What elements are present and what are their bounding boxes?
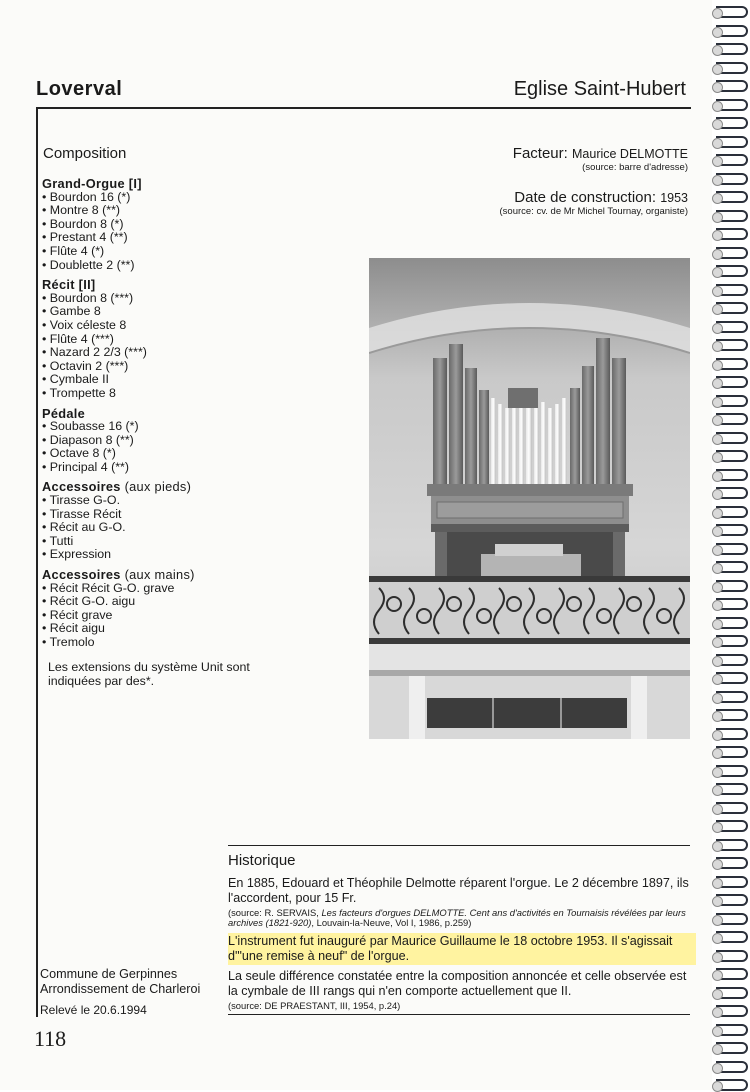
- section-heading: Récit [II]: [42, 277, 96, 293]
- binding-hole: [712, 637, 723, 648]
- header-rule: [36, 107, 691, 109]
- binding-hole: [712, 711, 723, 722]
- date-source: (source: cv. de Mr Michel Tournay, organiste): [499, 206, 688, 217]
- binding-hole: [712, 619, 723, 630]
- historique-title: Historique: [228, 852, 296, 869]
- date-block: [500, 189, 689, 217]
- historique-text: [228, 876, 696, 1011]
- binding-hole: [712, 674, 723, 685]
- binding-hole: [712, 600, 723, 611]
- binding-hole: [712, 508, 723, 519]
- church-title: Eglise Saint-Hubert: [513, 78, 686, 100]
- binding-hole: [712, 193, 723, 204]
- section-heading: Grand-Orgue [I]: [42, 176, 142, 191]
- stop-item: • Bourdon 16 (*): [42, 191, 352, 205]
- binding-hole: [712, 64, 723, 75]
- binding-hole: [712, 748, 723, 759]
- stop-item: • Récit Récit G-O. grave: [42, 582, 352, 596]
- binding-hole: [712, 101, 723, 112]
- binding-hole: [712, 1007, 723, 1018]
- binding-hole: [712, 526, 723, 537]
- date-value: 1953: [660, 191, 688, 205]
- binding-hole: [712, 397, 723, 408]
- binding-hole: [712, 267, 723, 278]
- binding-hole: [712, 286, 723, 297]
- binding-hole: [712, 878, 723, 889]
- binding-hole: [712, 656, 723, 667]
- bottom-rule: [228, 1014, 690, 1015]
- stop-item: • Soubasse 16 (*): [42, 420, 352, 434]
- binding-hole: [712, 119, 723, 130]
- stop-item: • Bourdon 8 (***): [42, 292, 352, 306]
- historique-paragraph-1: En 1885, Edouard et Théophile Delmotte réparent l'orgue. Le 2 décembre 1897, ils l'accordent, pour 15 Fr.: [228, 876, 689, 905]
- binding-hole: [712, 563, 723, 574]
- binding-hole: [712, 952, 723, 963]
- facteur-value: Maurice DELMOTTE: [572, 147, 688, 161]
- binding-hole: [712, 822, 723, 833]
- stop-item: • Cymbale II: [42, 373, 352, 387]
- section-heading: Accessoires (aux mains): [42, 567, 195, 583]
- releve-date: Relevé le 20.6.1994: [40, 1003, 147, 1017]
- stop-item: • Voix céleste 8: [42, 319, 352, 333]
- left-rule: [36, 107, 38, 1017]
- date-label: Date de construction:: [514, 189, 657, 206]
- stop-item: • Tirasse G-O.: [42, 494, 352, 508]
- binding-hole: [712, 545, 723, 556]
- highlighted-paragraph: L'instrument fut inauguré par Maurice Guillaume le 18 octobre 1953. Il s'agissait d'"une remise à neuf" de l'orgue.: [228, 933, 696, 965]
- commune-block: [40, 967, 200, 997]
- binding-hole: [712, 415, 723, 426]
- binding-hole: [712, 489, 723, 500]
- binding-hole: [712, 27, 723, 38]
- binding-hole: [712, 970, 723, 981]
- binding-hole: [712, 785, 723, 796]
- stop-item: • Expression: [42, 548, 352, 562]
- stop-item: • Tremolo: [42, 636, 352, 650]
- binding-hole: [712, 8, 723, 19]
- binding-hole: [712, 1081, 723, 1092]
- stop-item: • Récit au G-O.: [42, 521, 352, 535]
- composition-title: Composition: [43, 145, 127, 162]
- binding-hole: [712, 138, 723, 149]
- binding-hole: [712, 360, 723, 371]
- binding-hole: [712, 230, 723, 241]
- stop-item: • Doublette 2 (**): [42, 259, 352, 273]
- organ-photo: [369, 258, 690, 739]
- stop-item: • Flûte 4 (***): [42, 333, 352, 347]
- binding-hole: [712, 989, 723, 1000]
- binding-hole: [712, 175, 723, 186]
- stop-item: • Principal 4 (**): [42, 461, 352, 475]
- composition-list: [42, 177, 352, 688]
- binding-hole: [712, 933, 723, 944]
- binding-hole: [712, 841, 723, 852]
- binding-hole: [712, 249, 723, 260]
- facteur-block: [513, 145, 688, 173]
- binding-hole: [712, 859, 723, 870]
- binding-hole: [712, 212, 723, 223]
- binding-hole: [712, 156, 723, 167]
- facteur-source: (source: barre d'adresse): [582, 162, 688, 173]
- stop-item: • Tutti: [42, 535, 352, 549]
- binding-hole: [712, 304, 723, 315]
- binding-hole: [712, 915, 723, 926]
- stop-item: • Récit aigu: [42, 622, 352, 636]
- stop-item: • Bourdon 8 (*): [42, 218, 352, 232]
- extensions-note: Les extensions du système Unit sont indiquées par des*.: [48, 659, 250, 688]
- binding-hole: [712, 767, 723, 778]
- stop-item: • Tirasse Récit: [42, 508, 352, 522]
- stop-item: • Nazard 2 2/3 (***): [42, 346, 352, 360]
- stop-item: • Diapason 8 (**): [42, 434, 352, 448]
- binding-hole: [712, 1026, 723, 1037]
- stop-item: • Gambe 8: [42, 305, 352, 319]
- stop-item: • Récit G-O. aigu: [42, 595, 352, 609]
- binding-hole: [712, 804, 723, 815]
- binding-hole: [712, 341, 723, 352]
- binding-hole: [712, 896, 723, 907]
- binding-hole: [712, 82, 723, 93]
- commune-name: Commune de Gerpinnes: [40, 967, 178, 981]
- binding-hole: [712, 452, 723, 463]
- stop-item: • Montre 8 (**): [42, 204, 352, 218]
- binding-hole: [712, 323, 723, 334]
- binding-hole: [712, 378, 723, 389]
- arrondissement-name: Arrondissement de Charleroi: [40, 982, 201, 996]
- binding-hole: [712, 471, 723, 482]
- binding-hole: [712, 693, 723, 704]
- binding-hole: [712, 582, 723, 593]
- historique-rule: [228, 845, 690, 846]
- stop-item: • Trompette 8: [42, 387, 352, 401]
- location-title: Loverval: [36, 78, 123, 100]
- historique-source-3: (source: DE PRAESTANT, III, 1954, p.24): [228, 1000, 401, 1011]
- binding-hole: [712, 1063, 723, 1074]
- binding-hole: [712, 45, 723, 56]
- historique-paragraph-3: La seule différence constatée entre la composition annoncée et celle observée est la cymbale de III rangs qui n'en comporte actuellement que II.: [228, 969, 687, 998]
- page-number: 118: [34, 1026, 67, 1051]
- stop-item: • Octavin 2 (***): [42, 360, 352, 374]
- stop-item: • Flûte 4 (*): [42, 245, 352, 259]
- binding-hole: [712, 434, 723, 445]
- stop-item: • Prestant 4 (**): [42, 231, 352, 245]
- section-heading: Accessoires (aux pieds): [42, 479, 192, 495]
- binding-hole: [712, 1044, 723, 1055]
- binding-hole: [712, 730, 723, 741]
- stop-item: • Récit grave: [42, 609, 352, 623]
- stop-item: • Octave 8 (*): [42, 447, 352, 461]
- section-heading: Pédale: [42, 405, 86, 421]
- spiral-binding: [712, 0, 750, 1090]
- historique-source-1: (source: R. SERVAIS, Les facteurs d'orgues DELMOTTE. Cent ans d'activités en Tournaisis révélées par leurs archives (1821-920), Louvain-la-Neuve, Vol I, 1986, p.259): [228, 907, 686, 928]
- facteur-label: Facteur:: [512, 145, 568, 162]
